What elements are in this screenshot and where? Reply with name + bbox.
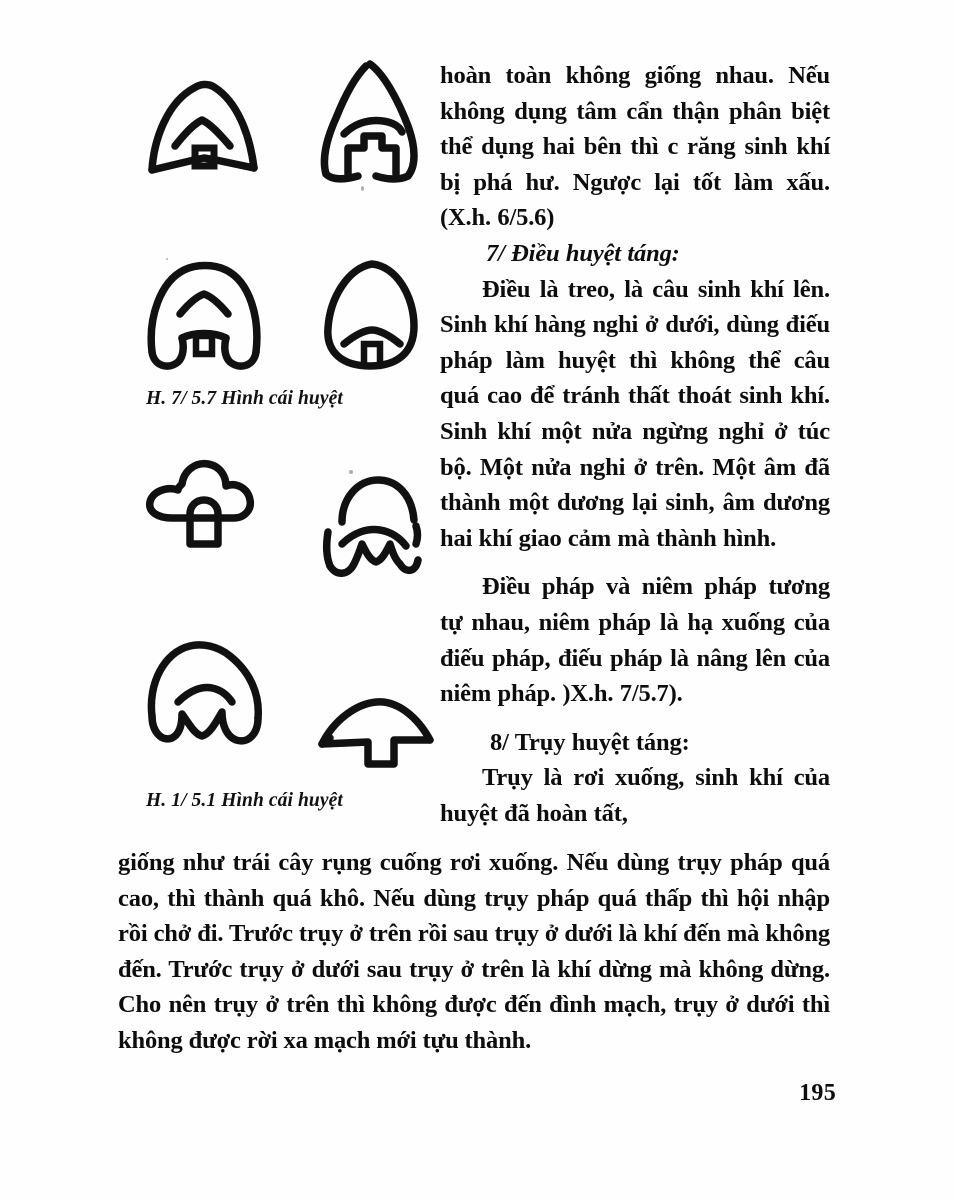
figure-caption-bottom: H. 1/ 5.1 Hình cái huyệt [146,790,343,811]
figure-caption-top: H. 7/ 5.7 Hình cái huyệt [146,388,343,409]
scan-speck [361,186,364,191]
figure-column [118,48,428,838]
paragraph-continued: hoàn toàn không giống nhau. Nếu không dụng tâm cẩn thận phân biệt thể dụng hai bên thì c răng sinh khí bị phá hư. Ngược lại tốt làm xấu. (X.h. 6/5.6) [440,62,830,232]
paragraph-8-continued: giống như trái cây rụng cuống rơi xuống. Nếu dùng trụy pháp quá cao, thì thành quá khô. Nếu dùng trụy pháp quá thấp thì hội nhập rồi chở đi. Trước trụy ở trên rồi sau trụy ở dưới là khí đến mà không đến. Trước trụy ở dưới sau trụy ở trên là khí dừng mà không dừng. Cho nên trụy ở trên thì không được đến đình mạch, trụy ở dưới thì không được rời xa mạch mới tựu thành. [118,849,830,1054]
paragraph-8-start: Trụy là rơi xuống, sinh khí của huyệt đã hoàn tất, [440,764,830,827]
figure-pointed-mound-with-bracket-node [314,56,432,188]
figure-dome-with-wavy-base [316,466,434,582]
scan-speck [166,258,168,260]
paragraph-7a: Điều là treo, là câu sinh khí lên. Sinh khí hàng nghi ở dưới, dùng điếu pháp làm huyệt thì không thể câu quá cao để tránh thất thoát sinh khí. Sinh khí một nửa ngừng nghỉ ở túc bộ. Một nửa nghi ở trên. Một âm đã thành một dương lại sinh, âm dương hai khí giao cảm mà thành hình. [440,275,830,552]
figure-flat-umbrella-with-short-stem [314,694,440,772]
figure-oval-mound-with-stem [318,256,428,374]
scan-speck [349,470,353,474]
figure-dome-with-scalloped-base [140,640,272,752]
paragraph-7b: Điều pháp và niêm pháp tương tự nhau, niêm pháp là hạ xuống của điếu pháp, điếu pháp là nâng lên của niêm pháp. )X.h. 7/5.7). [440,573,830,708]
heading-7: 7/ Điều huyệt táng: [486,239,680,267]
page-number: 195 [799,1080,836,1106]
heading-8: 8/ Trụy huyệt táng: [490,728,690,756]
figure-mound-with-inner-peak-and-square-node [142,68,270,186]
figure-dome-with-two-legs-and-center-node [140,260,270,376]
figure-mushroom-cloud-with-stem [138,456,268,552]
body-text-column [440,58,830,831]
bottom-text-block [118,845,830,1059]
